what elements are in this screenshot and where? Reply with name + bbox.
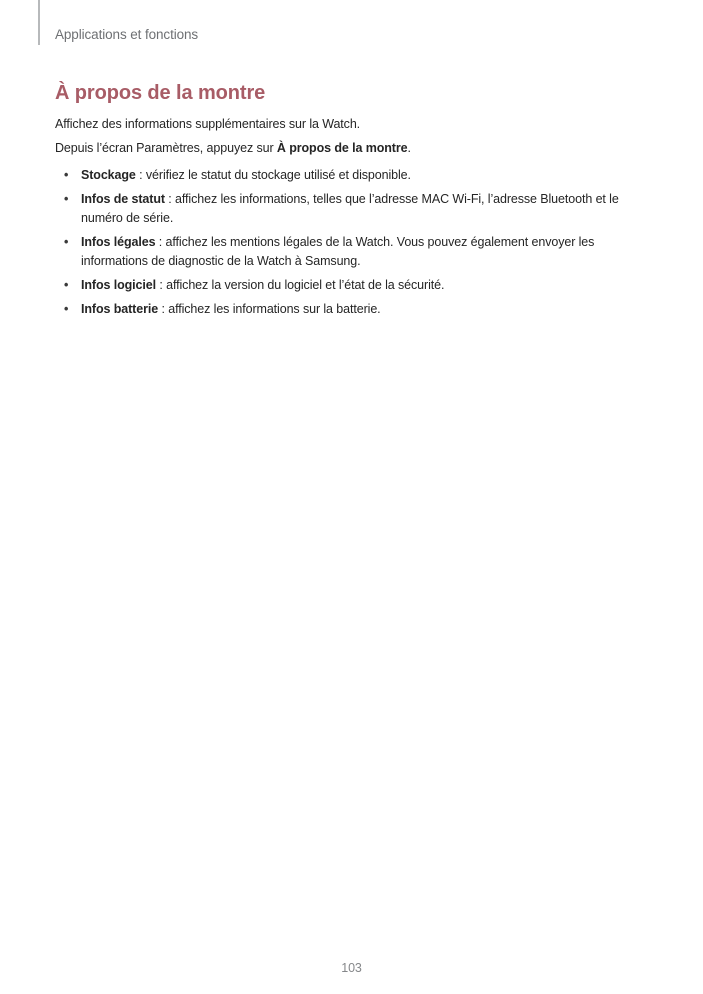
page-number: 103: [341, 961, 362, 975]
list-item-text: [81, 276, 621, 295]
list-item-text: [81, 300, 621, 319]
section-title: À propos de la montre: [55, 82, 266, 104]
list-item-infos-logiciel: [55, 276, 648, 295]
list-item-infos-de-statut: [55, 190, 648, 228]
list-item-stockage: [55, 166, 648, 185]
list-item-infos-legales: [55, 233, 648, 271]
intro-2-menu-path: À propos de la montre: [276, 141, 408, 155]
feature-list: [55, 166, 648, 319]
list-item-label: Stockage: [81, 168, 136, 182]
bullet-dot: •: [64, 192, 69, 206]
list-item-text: [81, 233, 621, 271]
bullet-dot: •: [64, 168, 69, 182]
chapter-divider-rule: [38, 0, 40, 45]
list-item-description: : vérifiez le statut du stockage utilisé et disponible.: [135, 168, 411, 182]
list-item-description: : affichez les informations sur la batterie.: [158, 302, 381, 316]
intro-2-post: .: [407, 141, 411, 155]
list-item-infos-batterie: [55, 300, 648, 319]
intro-paragraph-1: Affichez des informations supplémentaires sur la Watch.: [55, 117, 361, 131]
list-item-label: Infos de statut: [81, 192, 165, 206]
list-item-text: [81, 190, 621, 228]
intro-2-pre: Depuis l’écran Paramètres, appuyez sur: [55, 141, 277, 155]
running-header: Applications et fonctions: [55, 27, 199, 42]
list-item-description: : affichez les mentions légales de la Watch. Vous pouvez également envoyer les informations de diagnostic de la Watch à Samsung.: [81, 235, 595, 268]
bullet-dot: •: [64, 302, 69, 316]
list-item-text: [81, 166, 621, 185]
page-content: [0, 0, 703, 319]
list-item-description: : affichez la version du logiciel et l’état de la sécurité.: [156, 278, 445, 292]
bullet-dot: •: [64, 235, 69, 249]
bullet-dot: •: [64, 278, 69, 292]
list-item-label: Infos logiciel: [81, 278, 156, 292]
intro-paragraph-2: [55, 140, 648, 157]
list-item-label: Infos batterie: [81, 302, 159, 316]
list-item-label: Infos légales: [81, 235, 156, 249]
list-item-description: : affichez les informations, telles que l’adresse MAC Wi-Fi, l’adresse Bluetooth et le numéro de série.: [81, 192, 619, 225]
